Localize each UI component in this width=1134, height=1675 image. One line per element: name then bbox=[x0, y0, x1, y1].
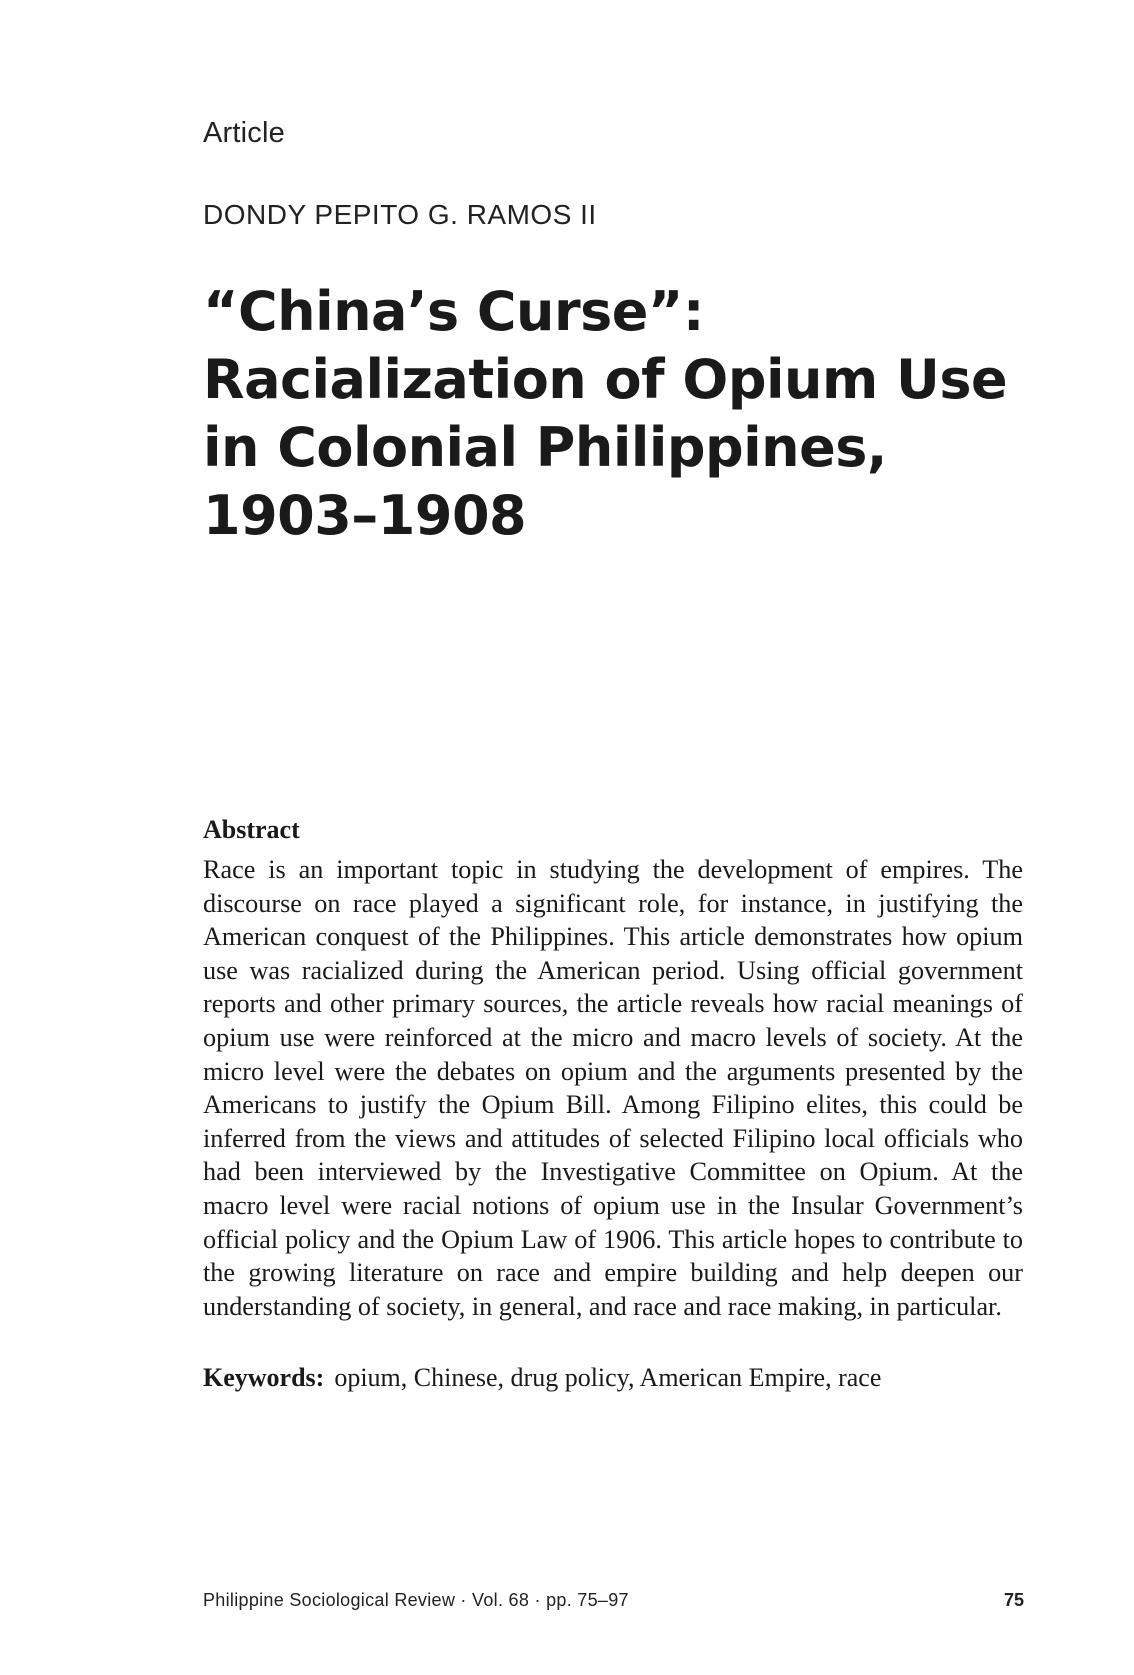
abstract-text: Race is an important topic in studying the development of empires. The discourse on race played a significant role, for instance, in justifying the American conquest of the Philippines. This article demonstrates how opium use was racialized during the American period. Using official government reports and other primary sources, the article reveals how racial meanings of opium use were reinforced at the micro and macro levels of society. At the micro level were the debates on opium and the arguments presented by the Americans to justify the Opium Bill. Among Filipino elites, this could be inferred from the views and attitudes of selected Filipino local officials who had been interviewed by the Investigative Committee on Opium. At the macro level were racial notions of opium use in the Insular Government’s official policy and the Opium Law of 1906. This article hopes to contribute to the growing literature on race and empire building and help deepen our understanding of society, in general, and race and race making, in particular. bbox=[203, 855, 1023, 1321]
keywords-label: Keywords: bbox=[203, 1363, 325, 1392]
article-title: “China’s Curse”: Racialization of Opium Use in Colonial Philippines, 1903–1908 bbox=[203, 280, 1008, 547]
journal-citation: Philippine Sociological Review · Vol. 68 · pp. 75–97 bbox=[203, 1590, 629, 1610]
keywords-line bbox=[203, 1363, 881, 1393]
section-label: Article bbox=[203, 117, 285, 149]
page-number: 75 bbox=[1003, 1590, 1024, 1610]
abstract-heading: Abstract bbox=[203, 815, 300, 844]
keywords-values: opium, Chinese, drug policy, American Empire, race bbox=[334, 1363, 882, 1392]
author-name: DONDY PEPITO G. RAMOS II bbox=[203, 199, 597, 230]
